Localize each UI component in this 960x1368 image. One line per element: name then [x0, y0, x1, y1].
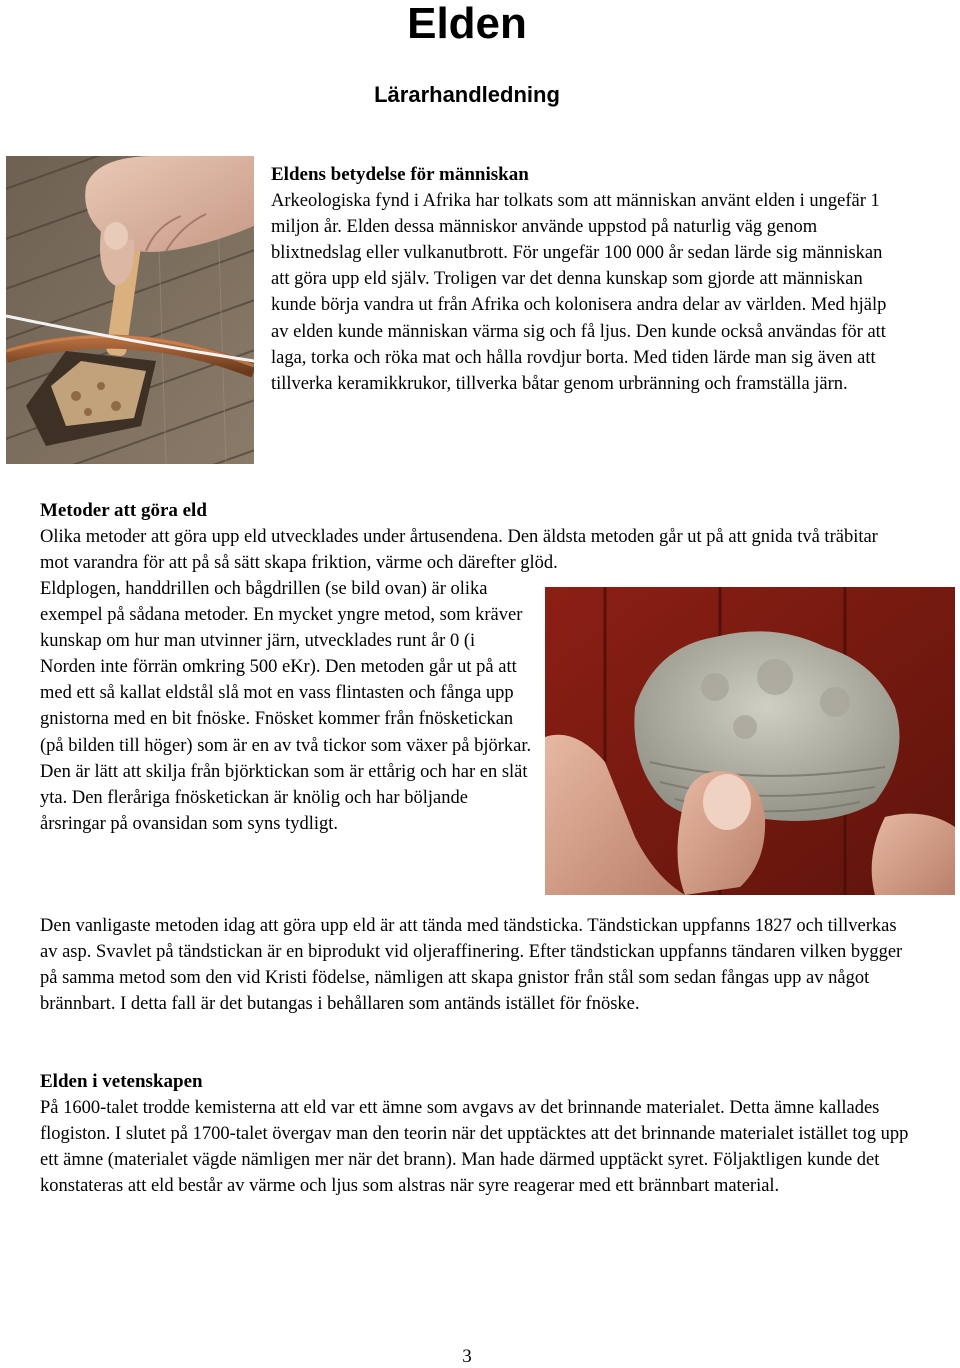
- section-methods-wrap: [40, 576, 535, 837]
- section-methods-after: [40, 913, 910, 1017]
- section-methods-heading: Metoder att göra eld: [40, 500, 207, 521]
- page-subtitle: Lärarhandledning: [374, 82, 560, 107]
- section-science-body: På 1600-talet trodde kemisterna att eld var ett ämne som avgavs av det brinnande materialet. Detta ämne kallades flogiston. I slutet på 1700-talet övergav man den teorin när det upptäcktes att det brinnande materialet istället tog upp ett ämne (materialet vägde nämligen mer när det brann). Man hade därmed upptäckt syret. Följaktligen kunde det konstateras att eld består av värme och ljus som alstras när syre reagerar med ett brännbart material.: [40, 1098, 909, 1197]
- section-methods-body-full: Olika metoder att göra upp eld utvecklades under årtusendena. Den äldsta metoden går ut på att gnida två träbitar mot varandra för att på så sätt skapa friktion, värme och därefter glöd.: [40, 527, 878, 574]
- section-science-heading: Elden i vetenskapen: [40, 1071, 203, 1092]
- section-methods-body-wrap: Eldplogen, handdrillen och bågdrillen (se bild ovan) är olika exempel på sådana metoder. En mycket yngre metod, som kräver kunskap om hur man utvinner järn, utvecklades runt år 0 (i Norden inte förrän omkring 500 eKr). Den metoden går ut på att med ett så kallat eldstål slå mot en vass flintasten och fånga upp gnistorna med en bit fnöske. Fnösket kommer från fnösketickan (på bilden till höger) som är en av två tickor som växer på björkar. Den är lätt att skilja från björktickan som är ettårig och har en slät yta. Den fleråriga fnösketickan är knölig och har böljande årsringar på ovansidan som syns tydligt.: [40, 579, 532, 834]
- section-importance-heading: Eldens betydelse för människan: [271, 164, 529, 185]
- section-importance-body: Arkeologiska fynd i Afrika har tolkats som att människan använt elden i ungefär 1 miljon år. Elden dessa människor använde uppstod på naturlig väg genom blixtnedslag eller vulkanutbrott. För ungefär 100 000 år sedan lärde sig människan att göra upp eld själv. Troligen var det denna kunskap som gjorde att människan kunde börja vandra ut från Afrika och kolonisera andra delar av världen. Med hjälp av elden kunde människan värma sig och få ljus. Den kunde också användas för att laga, torka och röka mat och hålla rovdjur borta. Med tiden lärde man sig även att tillverka keramikkrukor, tillverka båtar genom urbränning och framställa järn.: [271, 191, 887, 394]
- section-methods-body-after: Den vanligaste metoden idag att göra upp eld är att tända med tändsticka. Tändstickan uppfanns 1827 och tillverkas av asp. Svavlet på tändstickan är en biprodukt vid oljeraffinering. Efter tändstickan uppfanns tändaren vilken bygger på samma metod som den vid Kristi födelse, nämligen att skapa gnistor från stål som sedan fångas upp av något brännbart. I detta fall är det butangas i behållaren som antänds istället för fnöske.: [40, 916, 903, 1015]
- section-importance: [271, 162, 891, 397]
- tinder-fungus-illustration: [545, 587, 955, 895]
- page-number: 3: [462, 1346, 472, 1367]
- section-methods-intro: [40, 498, 910, 576]
- section-science: [40, 1069, 910, 1199]
- bow-drill-photo: [6, 156, 254, 464]
- page-title: Elden: [407, 0, 527, 48]
- tinder-fungus-photo: [545, 587, 955, 895]
- bow-drill-illustration: [6, 156, 254, 464]
